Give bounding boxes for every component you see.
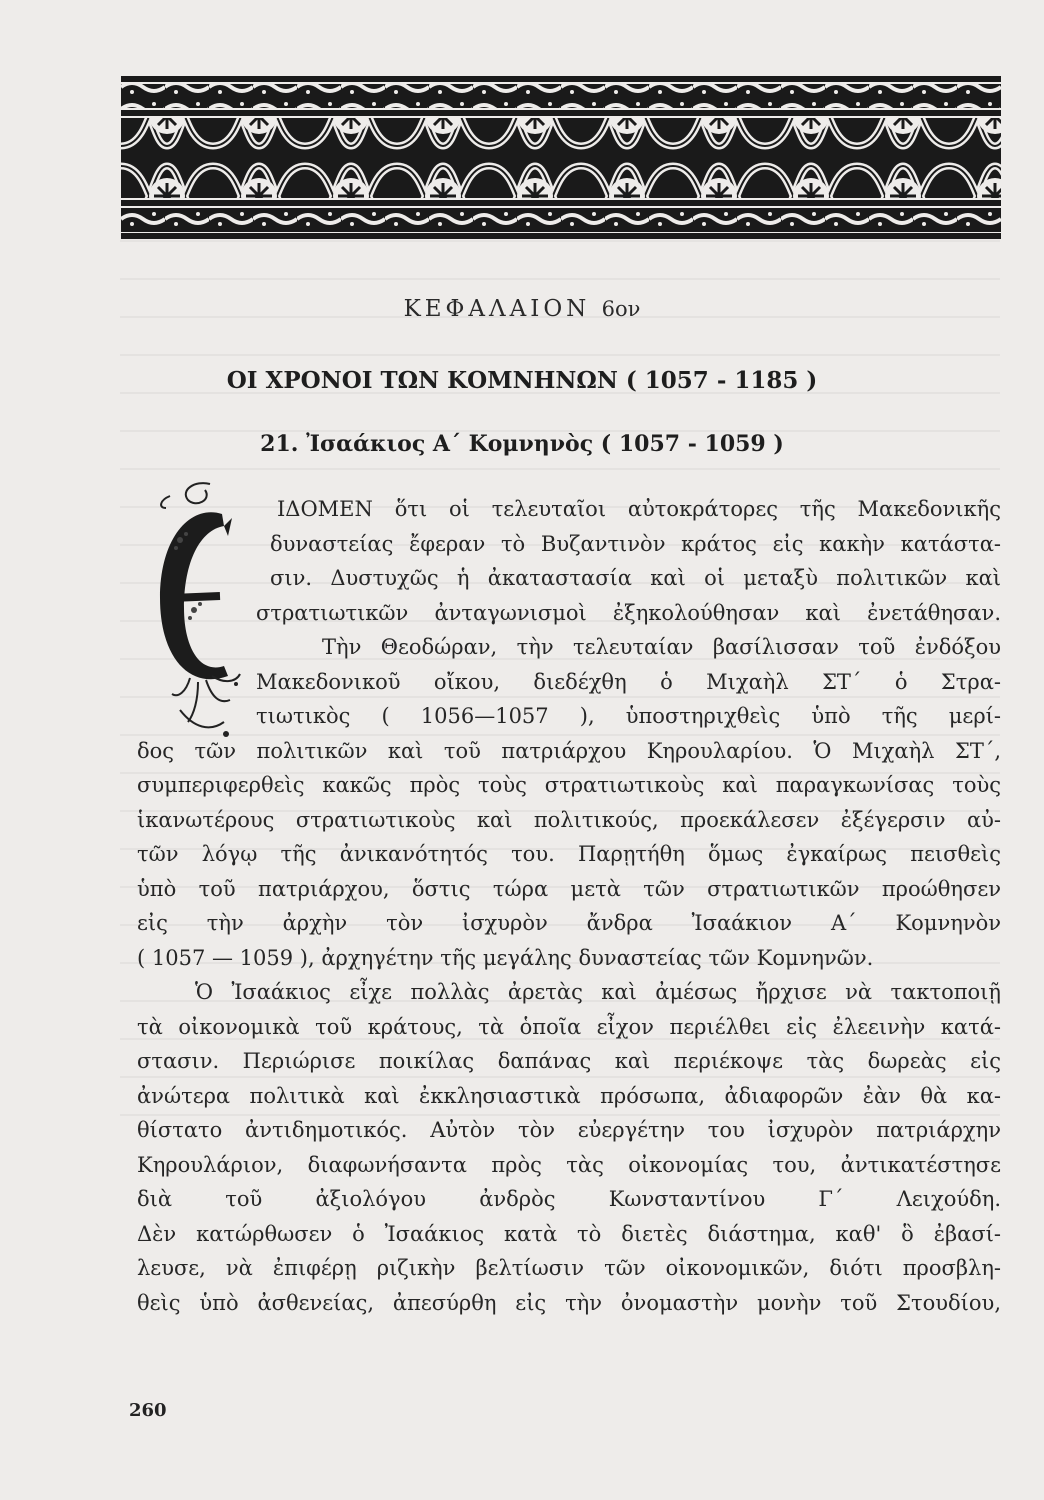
- text-line: λευσε, νὰ ἐπιφέρῃ ριζικὴν βελτίωσιν τῶν οἰκονομικῶν, διότι προσβλη-: [137, 1256, 1001, 1280]
- text-line: θίστατο ἀντιδημοτικός. Αὐτὸν τὸν εὐεργέτην του ἰσχυρὸν πατριάρχην: [137, 1118, 1001, 1142]
- text-line: Δὲν κατώρθωσεν ὁ Ἰσαάκιος κατὰ τὸ διετὲς διάστημα, καθ' ὃ ἐβασί-: [137, 1221, 1001, 1246]
- text-line: Τὴν Θεοδώραν, τὴν τελευταίαν βασίλισσαν τοῦ ἐνδόξου: [322, 635, 1001, 659]
- chapter-number: 6ον: [601, 297, 641, 321]
- text-line: διὰ τοῦ ἀξιολόγου ἀνδρὸς Κωνσταντίνου Γ΄ Λειχούδη.: [137, 1187, 1001, 1211]
- text-line: τῶν λόγῳ τῆς ἀνικανότητός του. Παρῃτήθη ὅμως ἐγκαίρως πεισθεὶς: [137, 842, 1001, 866]
- chapter-title: ΟΙ ΧΡΟΝΟΙ ΤΩΝ ΚΟΜΝΗΝΩΝ ( 1057 - 1185 ): [226, 367, 818, 394]
- text-line: Κηρουλάριον, διαφωνήσαντα πρὸς τὰς οἰκονομίας του, ἀντικατέστησε: [137, 1152, 1001, 1177]
- text-line: σιν. Δυστυχῶς ἡ ἀκαταστασία καὶ οἱ μεταξὺ πολιτικῶν καὶ: [270, 566, 1001, 590]
- text-line: Μακεδονικοῦ οἴκου, διεδέχθη ὁ Μιχαὴλ ΣΤ΄ ὁ Στρα-: [256, 669, 1001, 694]
- text-line: δος τῶν πολιτικῶν καὶ τοῦ πατριάρχου Κηρουλαρίου. Ὁ Μιχαὴλ ΣΤ΄,: [137, 738, 1001, 763]
- text-line: συμπεριφερθεὶς κακῶς πρὸς τοὺς στρατιωτικοὺς καὶ παραγκωνίσας τοὺς: [137, 773, 1001, 797]
- text-line: ΙΔΟΜΕΝ ὅτι οἱ τελευταῖοι αὐτοκράτορες τῆς Μακεδονικῆς: [277, 497, 1001, 521]
- text-line: ἱκανωτέρους στρατιωτικοὺς καὶ πολιτικούς, προεκάλεσεν ἐξέγερσιν αὐ-: [137, 807, 1001, 832]
- text-line: ( 1057 — 1059 ), ἀρχηγέτην τῆς μεγάλης δυναστείας τῶν Κομνηνῶν.: [137, 945, 874, 970]
- chapter-label: [0, 296, 1044, 322]
- text-line: ἀνώτερα πολιτικὰ καὶ ἐκκλησιαστικὰ πρόσωπα, ἀδιαφορῶν ἐὰν θὰ κα-: [137, 1083, 1001, 1108]
- text-line: στρατιωτικῶν ἀνταγωνισμοὶ ἐξηκολούθησαν καὶ ἐνετάθησαν.: [256, 600, 1001, 625]
- body-text: [137, 492, 1001, 1320]
- text-line: δυναστείας ἔφεραν τὸ Βυζαντινὸν κράτος εἰς κακὴν κατάστα-: [270, 531, 1001, 556]
- text-line: τὰ οἰκονομικὰ τοῦ κράτους, τὰ ὁποῖα εἶχον περιέλθει εἰς ἐλεεινὴν κατά-: [137, 1014, 1001, 1039]
- chapter-word: ΚΕΦΑΛΑΙΟΝ: [403, 296, 591, 322]
- text-line: τιωτικὸς ( 1056—1057 ), ὑποστηριχθεὶς ὑπὸ τῆς μερί-: [256, 704, 1001, 728]
- text-line: Ὁ Ἰσαάκιος εἶχε πολλὰς ἀρετὰς καὶ ἀμέσως ἤρχισε νὰ τακτοποιῇ: [195, 980, 1001, 1004]
- section-title: 21. Ἰσαάκιος Α΄ Κομνηνὸς ( 1057 - 1059 ): [260, 431, 784, 457]
- page-number: 260: [129, 1400, 167, 1421]
- text-line: εἰς τὴν ἀρχὴν τὸν ἰσχυρὸν ἄνδρα Ἰσαάκιον Α΄ Κομνηνὸν: [137, 911, 1001, 935]
- text-line: ὑπὸ τοῦ πατριάρχου, ὅστις τώρα μετὰ τῶν στρατιωτικῶν προώθησεν: [137, 876, 1001, 901]
- decorative-header-band: [121, 76, 1001, 239]
- text-line: στασιν. Περιώρισε ποικίλας δαπάνας καὶ περιέκοψε τὰς δωρεὰς εἰς: [137, 1049, 1001, 1073]
- text-line: θεὶς ὑπὸ ἀσθενείας, ἀπεσύρθη εἰς τὴν ὀνομαστὴν μονὴν τοῦ Στουδίου,: [137, 1290, 1001, 1315]
